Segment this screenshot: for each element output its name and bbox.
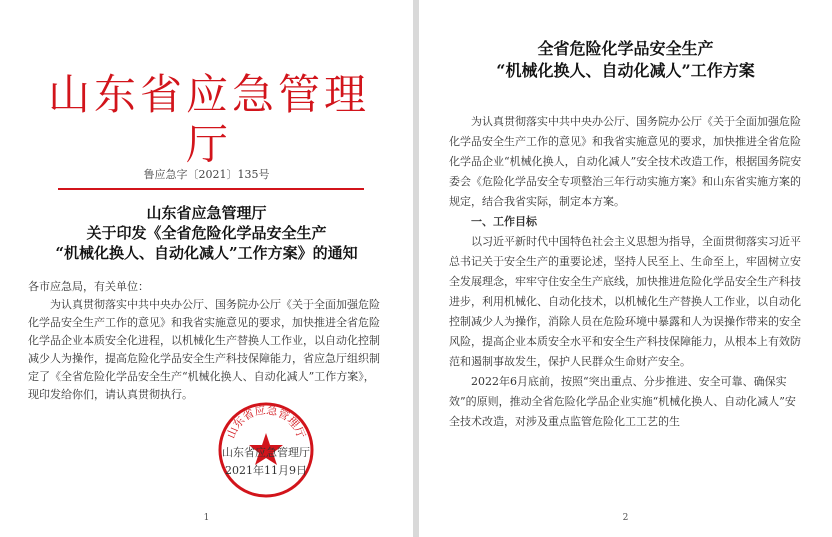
- plan-title-line-2: “机械化换人、自动化减人”工作方案: [496, 61, 755, 80]
- notice-title-line-2: 关于印发《全省危险化学品安全生产: [86, 224, 327, 242]
- notice-title-line-1: 山东省应急管理厅: [146, 204, 267, 222]
- plan-title-line-1: 全省危险化学品安全生产: [537, 39, 714, 58]
- section-heading-goals: 一、工作目标: [471, 215, 537, 228]
- notice-body: [28, 278, 383, 404]
- signature-org: 山东省应急管理厅: [222, 446, 310, 459]
- goals-paragraph: 以习近平新时代中国特色社会主义思想为指导，全面贯彻落实习近平总书记关于安全生产的重要论述，坚持人民至上、生命至上，牢固树立安全发展理念，牢牢守住安全生产底线，加快推进危险化学品安全生产科技进步，利用机械化、自动化技术，以机械化生产替换人工作业，以自动化控制减少人为操作，消除人员在危险环境中暴露和人为误操作带来的安全风险，提高企业本质安全水平和安全生产科技保障能力，从根本上有效防范和遏制事故发生，保护人民群众生命财产安全。: [449, 235, 801, 368]
- seal-text: 山东省应急管理厅: [224, 403, 308, 441]
- page-number-2: 2: [622, 513, 629, 523]
- red-header-title: 山东省应急管理厅: [47, 70, 370, 169]
- plan-intro-paragraph: 为认真贯彻落实中共中央办公厅、国务院办公厅《关于全面加强危险化学品安全生产工作的意见》和我省实施意见的要求，加快推进全省危险化学品企业“机械化换人，自动化减人”安全技术改造工作，根据国务院安委会《危险化学品安全专项整治三年行动实施方案》和山东省实施方案的规定，结合我省实际，制定本方案。: [449, 115, 802, 208]
- notice-title-line-3: “机械化换人、自动化减人”工作方案》的通知: [55, 244, 358, 262]
- timeline-paragraph: 2022年6月底前，按照“突出重点、分步推进、安全可靠、确保实效”的原则，推动全省危险化学品企业实施“机械化换人、自动化减人”安全技术改造，对涉及重点监管危险化工工艺的生: [449, 375, 796, 428]
- notice-paragraph: 为认真贯彻落实中共中央办公厅、国务院办公厅《关于全面加强危险化学品安全生产工作的意见》和我省实施意见的要求，加快推进全省危险化学品企业本质安全化进程，以机械化生产替换人工作业，以自动化控制减少人为操作，提高危险化学品安全生产科技保障能力，省应急厅组织制定了《全省危险化学品安全生产“机械化换人、自动化减人”工作方案》，现印发给你们，请认真贯彻执行。: [28, 298, 380, 401]
- document-number: 鲁应急字〔2021〕135号: [143, 168, 270, 181]
- plan-body: [449, 112, 805, 432]
- signature-date: 2021年11月9日: [225, 464, 307, 477]
- document-page-2: [419, 0, 832, 537]
- salutation: 各市应急局，有关单位：: [28, 280, 149, 293]
- page-number-1: 1: [203, 513, 210, 523]
- red-divider-line: [58, 188, 364, 190]
- document-page-1: [0, 0, 413, 537]
